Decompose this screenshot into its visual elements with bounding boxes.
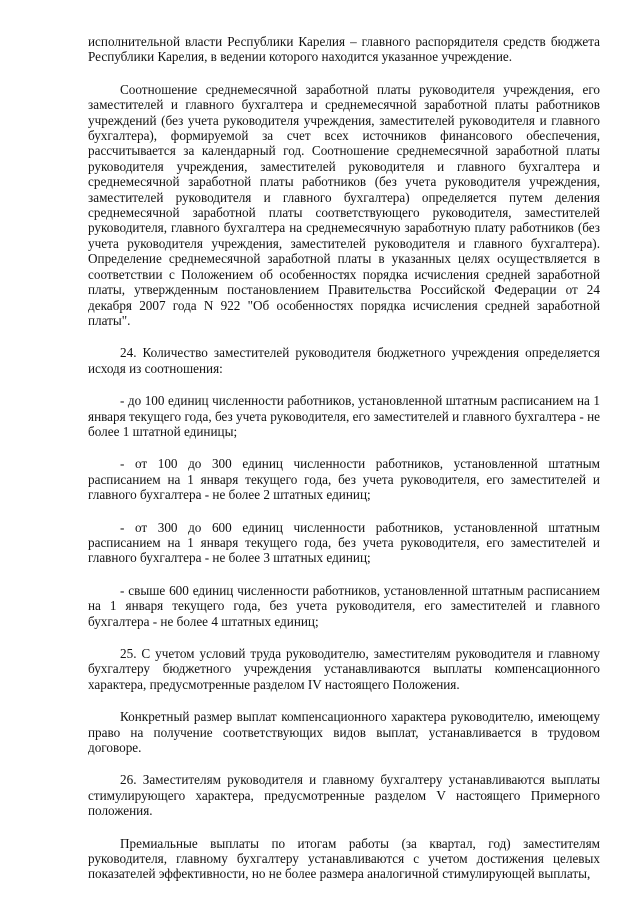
paragraph-salary-ratio: Соотношение среднемесячной заработной платы руководителя учреждения, его заместителей и главного бухгалтера и среднемесячной заработной платы работников учреждений (без учета руководителя учреждения, заместителей руководителя и главного бухгалтера), формируемой за счет всех источников финансового обеспечения, рассчитывается за календарный год. Соотношение среднемесячной заработной платы руководителя учреждения, заместителей руководителя и главного бухгалтера и среднемесячной заработной платы работников (без учета руководителя учреждения, заместителей руководителя и главного бухгалтера) определяется путем деления среднемесячной заработной платы соответствующего руководителя, заместителей руководителя, главного бухгалтера на среднемесячную заработную плату работников (без учета руководителя учреждения, заместителей руководителя и главного бухгалтера). Определение среднемесячной заработной платы в указанных целях осуществляется в соответствии с Положением об особенностях порядка исчисления средней заработной платы, утвержденным постановлением Правительства Российской Федерации от 24 декабря 2007 года N 922 "Об особенностях порядка исчисления средней заработной платы". bbox=[88, 81, 600, 328]
list-item-300-600: - от 300 до 600 единиц численности работников, установленной штатным расписанием на 1 января текущего года, без учета руководителя, его заместителей и главного бухгалтера - не более 3 штатных единиц; bbox=[88, 519, 600, 566]
list-item-up-to-100: - до 100 единиц численности работников, установленной штатным расписанием на 1 января текущего года, без учета руководителя, его заместителей и главного бухгалтера - не более 1 штатной единицы; bbox=[88, 393, 600, 439]
paragraph-continuation: исполнительной власти Республики Карелия – главного распорядителя средств бюджета Республики Карелия, в ведении которого находится указанное учреждение. bbox=[88, 34, 600, 65]
paragraph-item-24: 24. Количество заместителей руководителя бюджетного учреждения определяется исходя из соотношения: bbox=[88, 345, 600, 376]
list-item-100-300: - от 100 до 300 единиц численности работников, установленной штатным расписанием на 1 января текущего года, без учета руководителя, его заместителей и главного бухгалтера - не более 2 штатных единиц; bbox=[88, 456, 600, 503]
document-page bbox=[88, 34, 600, 899]
paragraph-bonus-payments: Премиальные выплаты по итогам работы (за квартал, год) заместителям руководителя, главному бухгалтеру устанавливаются с учетом достижения целевых показателей эффективности, но не более размера аналогичной стимулирующей выплаты, bbox=[88, 835, 600, 882]
paragraph-compensation-size: Конкретный размер выплат компенсационного характера руководителю, имеющему право на получение соответствующих видов выплат, устанавливается в трудовом договоре. bbox=[88, 709, 600, 756]
paragraph-item-26: 26. Заместителям руководителя и главному бухгалтеру устанавливаются выплаты стимулирующего характера, предусмотренные разделом V настоящего Примерного положения. bbox=[88, 772, 600, 819]
list-item-over-600: - свыше 600 единиц численности работников, установленной штатным расписанием на 1 января текущего года, без учета руководителя, его заместителей и главного бухгалтера - не более 4 штатных единиц; bbox=[88, 582, 600, 629]
paragraph-item-25: 25. С учетом условий труда руководителю, заместителям руководителя и главному бухгалтеру бюджетного учреждения устанавливаются выплаты компенсационного характера, предусмотренные разделом IV настоящего Положения. bbox=[88, 646, 600, 692]
